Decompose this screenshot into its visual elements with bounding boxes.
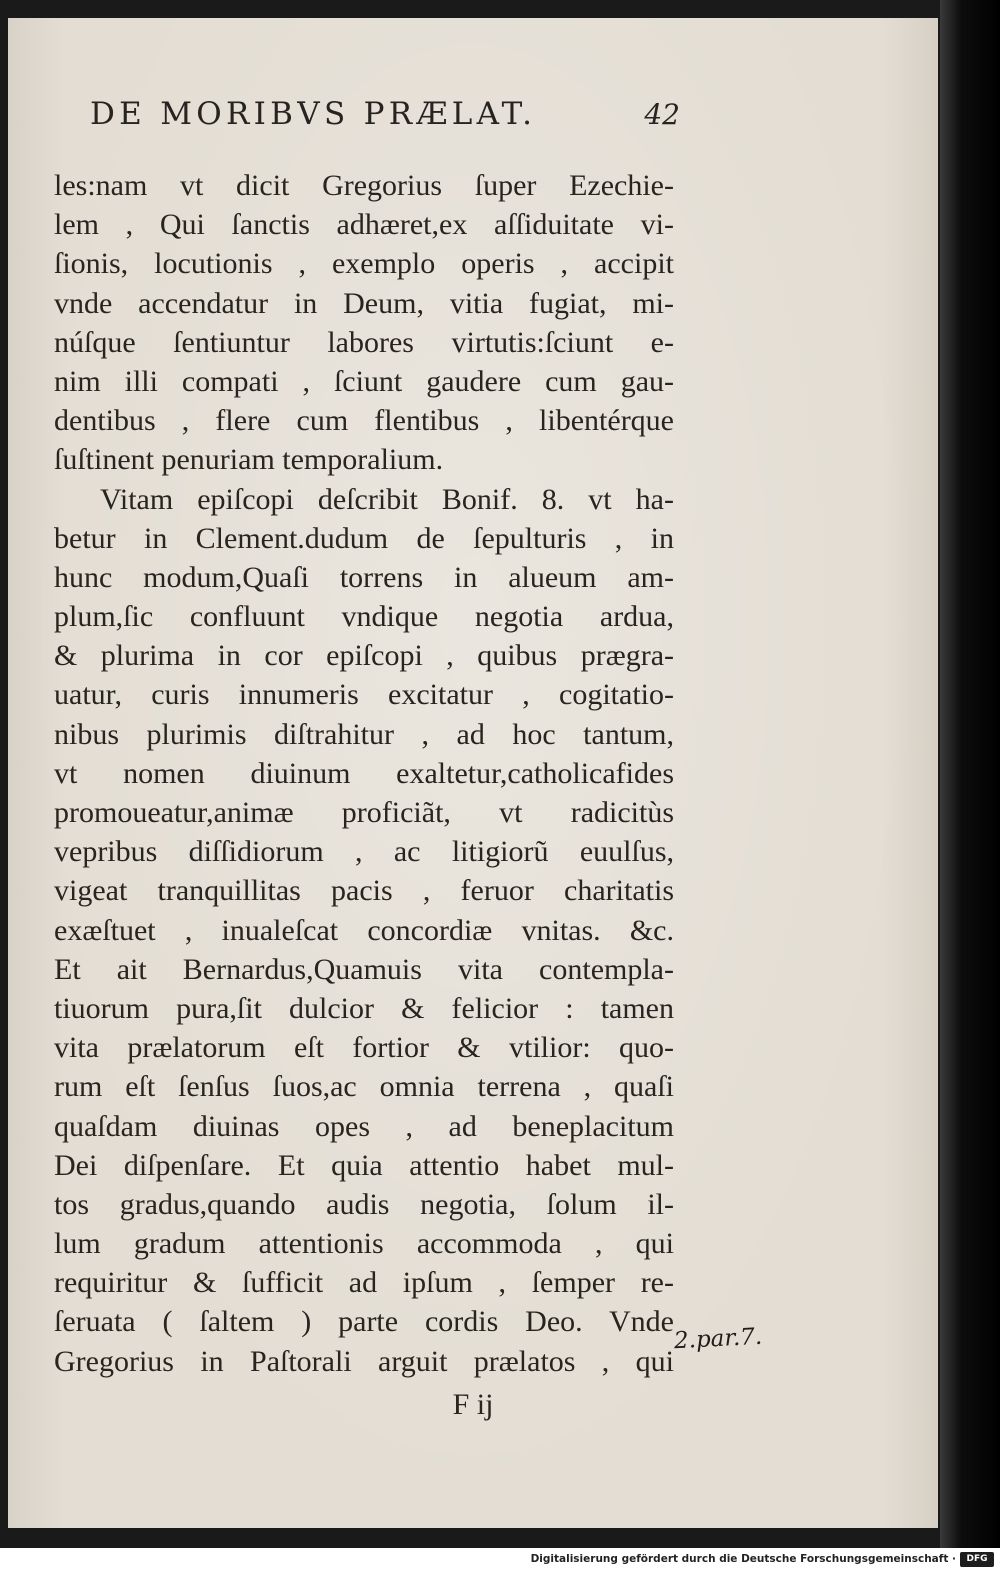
running-head — [90, 96, 680, 132]
body-text — [54, 166, 674, 1381]
text-line: Et ait Bernardus,Quamuis vita contempla- — [54, 952, 674, 986]
text-line: Vitam epiſcopi deſcribit Bonif. 8. vt ha- — [100, 482, 674, 516]
text-line: quaſdam diuinas opes , ad beneplacitum — [54, 1109, 674, 1143]
text-line: Gregorius in Paſtorali arguit prælatos , qui — [54, 1344, 674, 1378]
text-line: vita prælatorum eſt fortior & vtilior: quo- — [54, 1031, 674, 1065]
digitization-credit: Digitalisierung gefördert durch die Deutsche Forschungsgemeinschaft · — [530, 1553, 956, 1565]
text-line: uatur, curis innumeris excitatur , cogitatio- — [54, 678, 674, 712]
text-line: nibus plurimis diſtrahitur , ad hoc tantum, — [54, 717, 674, 751]
text-line: & plurima in cor epiſcopi , quibus prægra- — [54, 639, 674, 673]
text-line: vigeat tranquillitas pacis , feruor charitatis — [54, 874, 674, 908]
text-line: tos gradus,quando audis negotia, ſolum il- — [54, 1187, 674, 1221]
text-line: Dei diſpenſare. Et quia attentio habet mul- — [54, 1148, 674, 1182]
page-number: 42 — [644, 98, 680, 131]
text-line: nim illi compati , ſciunt gaudere cum gau- — [54, 364, 674, 398]
text-line: vt nomen diuinum exaltetur,catholicafides — [54, 756, 674, 790]
text-line: ſionis, locutionis , exemplo operis , accipit — [54, 247, 674, 281]
book-spine-shadow — [940, 0, 1000, 1548]
text-line: exæſtuet , inualeſcat concordiæ vnitas. &c. — [54, 913, 674, 947]
text-line: requiritur & ſufficit ad ipſum , ſemper re- — [54, 1266, 674, 1300]
text-line: hunc modum,Quaſi torrens in alueum am- — [54, 560, 674, 594]
text-line: betur in Clement.dudum de ſepulturis , in — [54, 521, 674, 555]
text-line: tiuorum pura,ſit dulcior & felicior : tamen — [54, 991, 674, 1025]
text-line: lem , Qui ſanctis adhæret,ex aſſiduitate vi- — [54, 208, 674, 242]
text-line: plum,ſic confluunt vndique negotia ardua, — [54, 600, 674, 634]
text-line: dentibus , flere cum flentibus , libentérque — [54, 404, 674, 438]
text-line: lum gradum attentionis accommoda , qui — [54, 1227, 674, 1261]
book-page — [8, 18, 938, 1528]
text-line: promoueatur,animæ proficiãt, vt radicitùs — [54, 796, 674, 829]
dfg-logo-badge: DFG — [960, 1552, 994, 1567]
text-line: rum eſt ſenſus ſuos,ac omnia terrena , quaſi — [54, 1070, 674, 1104]
handwritten-margin-note: 2.par.7. — [673, 1323, 763, 1355]
text-line: ſeruata ( ſaltem ) parte cordis Deo. Vnde — [54, 1305, 674, 1339]
text-line: vepribus diſſidiorum , ac litigiorũ euulſus, — [54, 835, 674, 869]
text-line: núſque ſentiuntur labores virtutis:ſciunt e- — [54, 325, 674, 359]
running-head-title: DE MORIBVS PRÆLAT. — [90, 96, 537, 132]
text-line: les:nam vt dicit Gregorius ſuper Ezechie- — [54, 169, 674, 202]
text-line: vnde accendatur in Deum, vitia fugiat, mi- — [54, 286, 674, 320]
text-line: ſuſtinent penuriam temporalium. — [54, 443, 444, 477]
signature-mark: F ij — [452, 1388, 494, 1421]
